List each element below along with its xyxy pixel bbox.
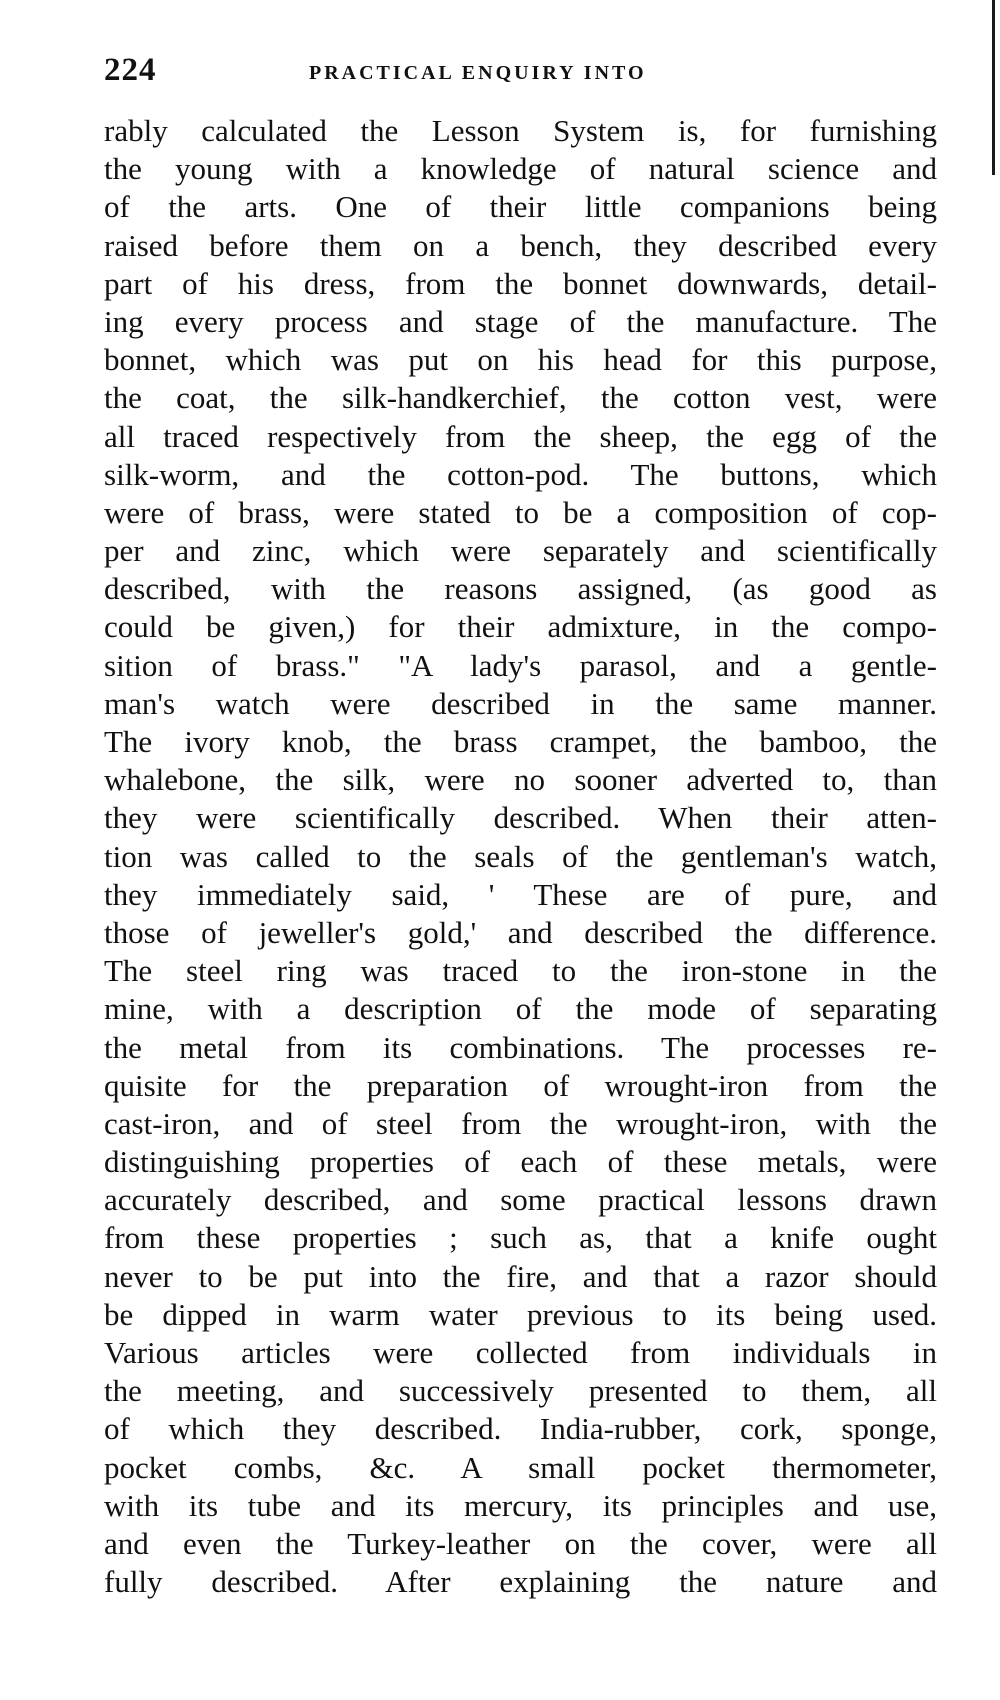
text-line: the young with a knowledge of natural science and xyxy=(104,151,937,187)
page-header xyxy=(104,52,934,102)
text-line: man's watch were described in the same manner. xyxy=(104,685,937,721)
text-line: whalebone, the silk, were no sooner adverted to, than xyxy=(104,762,937,798)
text-line: The steel ring was traced to the iron-stone in the xyxy=(104,953,937,989)
text-line: and even the Turkey-leather on the cover, were all xyxy=(104,1525,937,1561)
text-line: part of his dress, from the bonnet downwards, detail- xyxy=(104,265,937,301)
text-line: per and zinc, which were separately and scientifically xyxy=(104,533,937,569)
text-line: ing every process and stage of the manufacture. The xyxy=(104,303,937,339)
text-line: of the arts. One of their little companions being xyxy=(104,189,937,225)
text-line: accurately described, and some practical lessons drawn xyxy=(104,1182,937,1218)
text-line: pocket combs, &c. A small pocket thermometer, xyxy=(104,1449,937,1485)
text-line: the meeting, and successively presented to them, all xyxy=(104,1373,937,1409)
text-line: cast-iron, and of steel from the wrought-iron, with the xyxy=(104,1105,937,1141)
text-line: fully described. After explaining the nature and xyxy=(104,1564,937,1600)
text-line: of which they described. India-rubber, cork, sponge, xyxy=(104,1411,937,1447)
text-line: mine, with a description of the mode of separating xyxy=(104,991,937,1027)
text-line: raised before them on a bench, they described every xyxy=(104,227,937,263)
text-line: tion was called to the seals of the gentleman's watch, xyxy=(104,838,937,874)
page-edge-rule xyxy=(992,0,995,175)
text-line: with its tube and its mercury, its principles and use, xyxy=(104,1487,937,1523)
text-line: sition of brass." "A lady's parasol, and a gentle- xyxy=(104,647,937,683)
text-line: the metal from its combinations. The processes re- xyxy=(104,1029,937,1065)
text-line: rably calculated the Lesson System is, for furnishing xyxy=(104,113,937,148)
text-line: all traced respectively from the sheep, the egg of the xyxy=(104,418,937,454)
text-line: never to be put into the fire, and that a razor should xyxy=(104,1258,937,1294)
text-line: bonnet, which was put on his head for this purpose, xyxy=(104,342,937,378)
text-line: be dipped in warm water previous to its being used. xyxy=(104,1296,937,1332)
text-line: were of brass, were stated to be a composition of cop- xyxy=(104,494,937,530)
text-line: quisite for the preparation of wrought-iron from the xyxy=(104,1067,937,1103)
body-text xyxy=(104,112,937,1601)
text-line: those of jeweller's gold,' and described the difference. xyxy=(104,914,937,950)
running-head: PRACTICAL ENQUIRY INTO xyxy=(309,62,647,84)
text-line: could be given,) for their admixture, in the compo- xyxy=(104,609,937,645)
text-line: silk-worm, and the cotton-pod. The buttons, which xyxy=(104,456,937,492)
text-line: The ivory knob, the brass crampet, the bamboo, the xyxy=(104,724,937,759)
text-line: from these properties ; such as, that a knife ought xyxy=(104,1220,937,1256)
text-line: they were scientifically described. When their atten- xyxy=(104,800,937,836)
text-line: they immediately said, ' These are of pure, and xyxy=(104,876,937,912)
page-number: 224 xyxy=(104,52,157,88)
text-line: distinguishing properties of each of these metals, were xyxy=(104,1144,937,1180)
text-line: described, with the reasons assigned, (as good as xyxy=(104,571,937,607)
text-line: the coat, the silk-handkerchief, the cotton vest, were xyxy=(104,380,937,416)
text-line: Various articles were collected from individuals in xyxy=(104,1335,937,1370)
